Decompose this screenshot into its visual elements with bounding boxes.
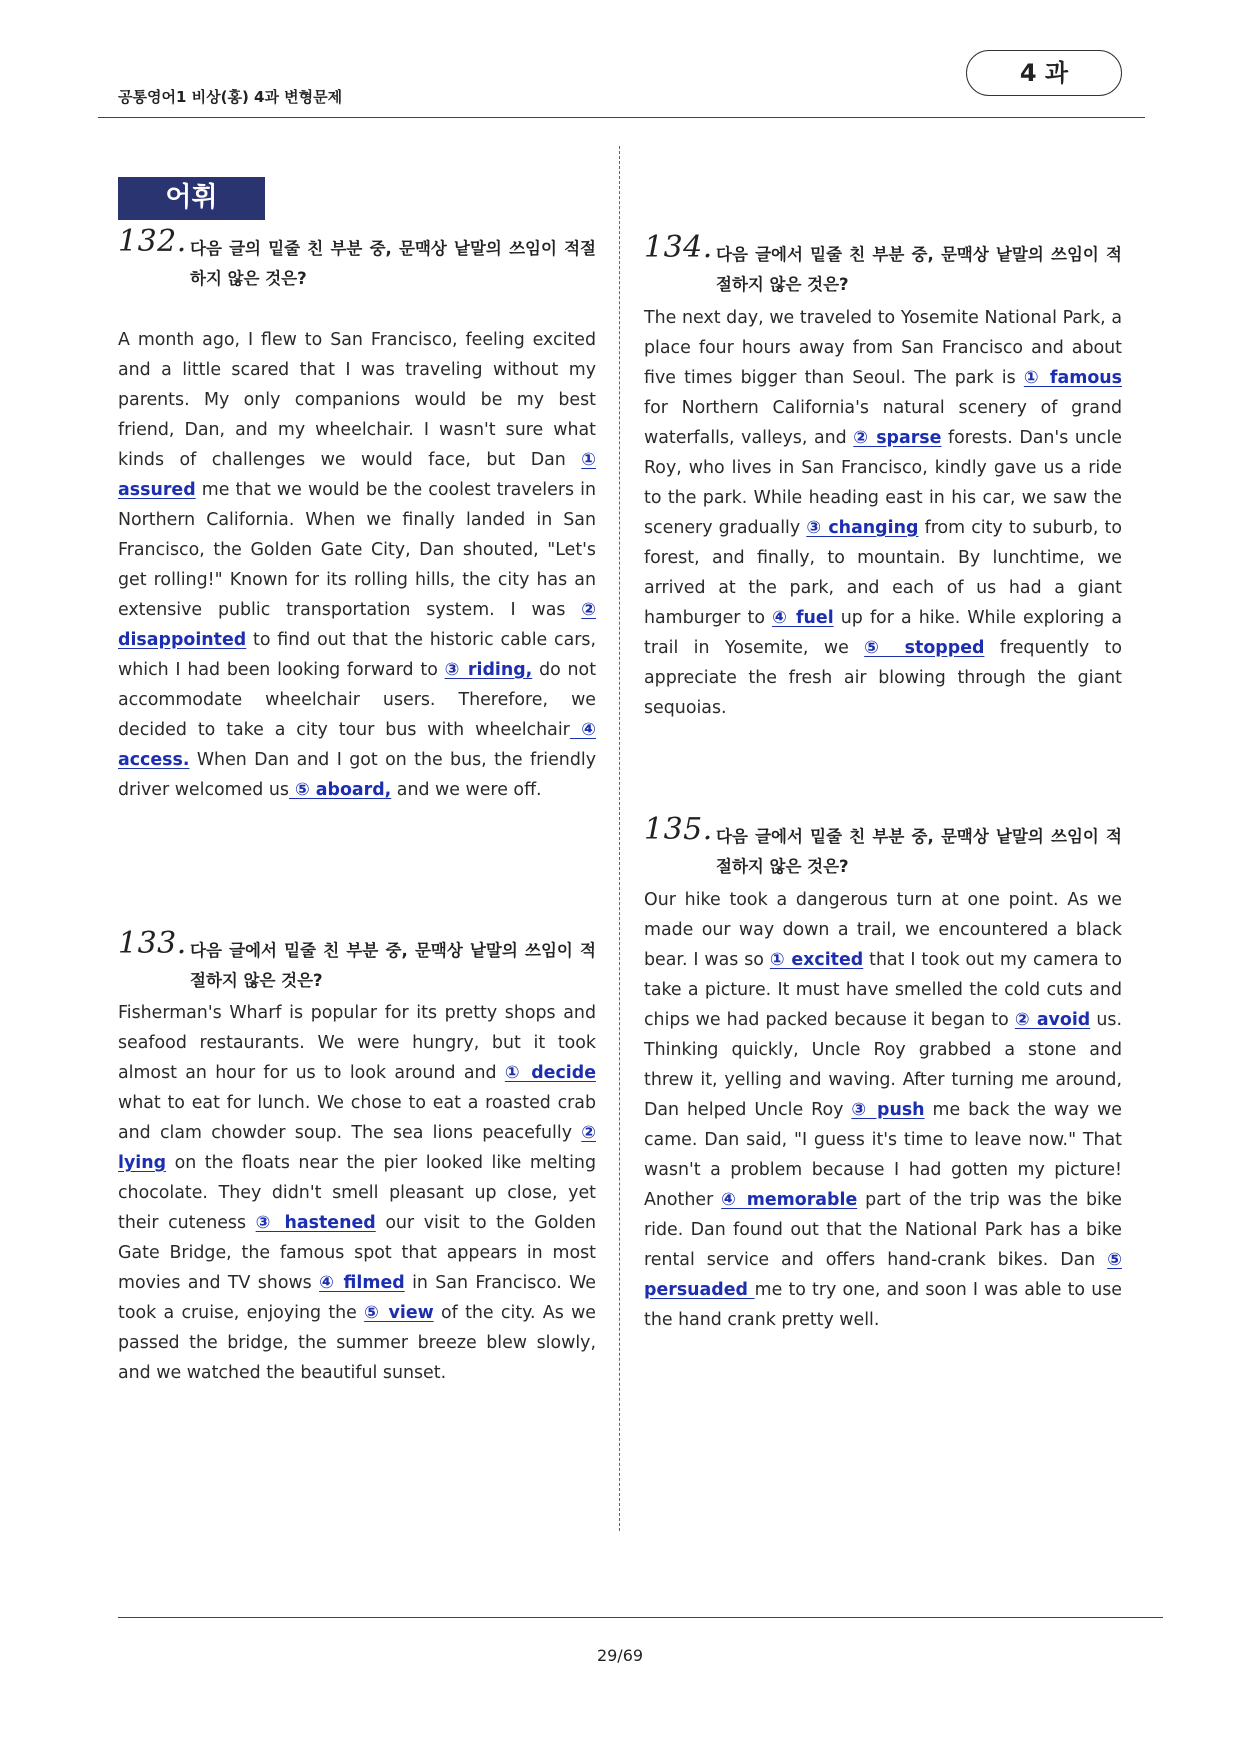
answer-choice: ② disappointed: [118, 600, 596, 650]
answer-choice: ⑤ view: [364, 1303, 434, 1323]
header-divider: [98, 117, 1145, 118]
question-number: 135.: [644, 812, 713, 847]
question-132: [118, 224, 597, 805]
passage-text: our visit to the Golden Gate Bridge, the famous spot that appears in most movies and TV shows: [118, 1213, 596, 1293]
column-divider: [619, 146, 620, 1531]
passage-text: me to try one, and soon I was able to use the hand crank pretty well.: [644, 1280, 1122, 1330]
answer-choice: ③ hastened: [255, 1213, 376, 1233]
passage-text: me back the way we came. Dan said, "I guess it's time to leave now." That wasn't a problem because I had gotten my picture! Another: [644, 1100, 1122, 1210]
section-label: 어휘: [118, 177, 265, 220]
document-header-title: 공통영어1 비상(홍) 4과 변형문제: [118, 88, 343, 106]
answer-choice: ④ filmed: [319, 1273, 405, 1293]
passage-text: to find out that the historic cable cars, which I had been looking forward to: [118, 630, 596, 680]
passage-text: on the floats near the pier looked like melting chocolate. They didn't smell pleasant up close, yet their cuteness: [118, 1153, 596, 1233]
answer-choice: ① excited: [769, 950, 864, 970]
passage-text: for Northern California's natural scenery of grand waterfalls, valleys, and: [644, 398, 1122, 448]
answer-choice: ① assured: [118, 450, 596, 500]
answer-choice: ② lying: [118, 1123, 596, 1173]
passage-text: When Dan and I got on the bus, the friendly driver welcomed us: [118, 750, 596, 800]
lesson-badge: 4 과: [966, 50, 1122, 96]
question-135: [644, 812, 1122, 1335]
passage-text: up for a hike. While exploring a trail in Yosemite, we: [644, 608, 1122, 658]
page-number: 29/69: [596, 1646, 644, 1665]
passage-text: do not accommodate wheelchair users. Therefore, we decided to take a city tour bus with wheelchair: [118, 660, 597, 740]
question-133: [118, 926, 596, 1388]
question-header: [644, 230, 1122, 300]
question-passage: [644, 885, 1122, 1335]
passage-text: me that we would be the coolest travelers in Northern California. When we finally landed in San Francisco, the Golden Gate City, Dan shouted, "Let's get rolling!" Known for its rolling hills, the city has an extensive public transportation system. I was: [118, 480, 596, 620]
question-prompt: 다음 글에서 밑줄 친 부분 중, 문맥상 낱말의 쓰임이 적절하지 않은 것은?: [190, 941, 596, 990]
answer-choice: ② sparse: [853, 428, 942, 448]
answer-choice: ⑤ persuaded: [644, 1250, 1122, 1300]
passage-text: A month ago, I flew to San Francisco, feeling excited and a little scared that I was traveling without my parents. My only companions would be my best friend, Dan, and my wheelchair. I wasn't sure what kinds of challenges we would face, but Dan: [118, 330, 596, 470]
answer-choice: ① famous: [1023, 368, 1122, 388]
passage-text: Our hike took a dangerous turn at one point. As we made our way down a trail, we encountered a black bear. I was so: [644, 890, 1122, 970]
passage-text: part of the trip was the bike ride. Dan found out that the National Park has a bike rental service and offers hand-crank bikes. Dan: [644, 1190, 1122, 1270]
passage-text: that I took out my camera to take a picture. It must have smelled the cold cuts and chips we had packed because it began to: [644, 950, 1122, 1030]
passage-text: The next day, we traveled to Yosemite National Park, a place four hours away from San Francisco and about five times bigger than Seoul. The park is: [644, 308, 1122, 388]
answer-choice: ③ changing: [806, 518, 919, 538]
answer-choice: ③ push: [851, 1100, 925, 1120]
answer-choice: ④ memorable: [721, 1190, 858, 1210]
passage-text: us. Thinking quickly, Uncle Roy grabbed a stone and threw it, yelling and waving. After turning me around, Dan helped Uncle Roy: [644, 1010, 1122, 1120]
answer-choice: ④ fuel: [772, 608, 834, 628]
answer-choice: ① decide: [504, 1063, 596, 1083]
question-prompt: 다음 글에서 밑줄 친 부분 중, 문맥상 낱말의 쓰임이 적절하지 않은 것은?: [716, 245, 1122, 294]
question-header: [118, 224, 596, 294]
question-passage: [644, 303, 1122, 723]
question-number: 133.: [118, 926, 187, 961]
question-prompt: 다음 글의 밑줄 친 부분 중, 문맥상 낱말의 쓰임이 적절하지 않은 것은?: [190, 239, 596, 288]
question-header: [118, 926, 596, 996]
answer-choice: ⑤ aboard,: [288, 780, 392, 800]
answer-choice: ② avoid: [1014, 1010, 1091, 1030]
question-passage: [118, 998, 596, 1388]
footer-divider: [118, 1617, 1163, 1618]
passage-text: what to eat for lunch. We chose to eat a roasted crab and clam chowder soup. The sea lions peacefully: [118, 1093, 596, 1143]
passage-text: Fisherman's Wharf is popular for its pretty shops and seafood restaurants. We were hungry, but it took almost an hour for us to look around and: [118, 1003, 596, 1083]
passage-text: in San Francisco. We took a cruise, enjoying the: [118, 1273, 596, 1323]
question-134: [644, 230, 1122, 723]
question-prompt: 다음 글에서 밑줄 친 부분 중, 문맥상 낱말의 쓰임이 적절하지 않은 것은?: [716, 827, 1122, 876]
question-number: 132.: [118, 224, 187, 259]
question-header: [644, 812, 1122, 882]
passage-text: forests. Dan's uncle Roy, who lives in San Francisco, kindly gave us a ride to the park. While heading east in his car, we saw the scenery gradually: [644, 428, 1122, 538]
passage-text: from city to suburb, to forest, and finally, to mountain. By lunchtime, we arrived at the park, and each of us had a giant hamburger to: [644, 518, 1122, 628]
question-passage: [118, 325, 596, 805]
passage-text: and we were off.: [391, 780, 542, 800]
answer-choice: ⑤ stopped: [864, 638, 985, 658]
answer-choice: ④ access.: [118, 720, 596, 770]
question-number: 134.: [644, 230, 713, 265]
passage-text: of the city. As we passed the bridge, the summer breeze blew slowly, and we watched the beautiful sunset.: [118, 1303, 596, 1383]
answer-choice: ③ riding,: [444, 660, 533, 680]
passage-text: frequently to appreciate the fresh air blowing through the giant sequoias.: [644, 638, 1122, 718]
